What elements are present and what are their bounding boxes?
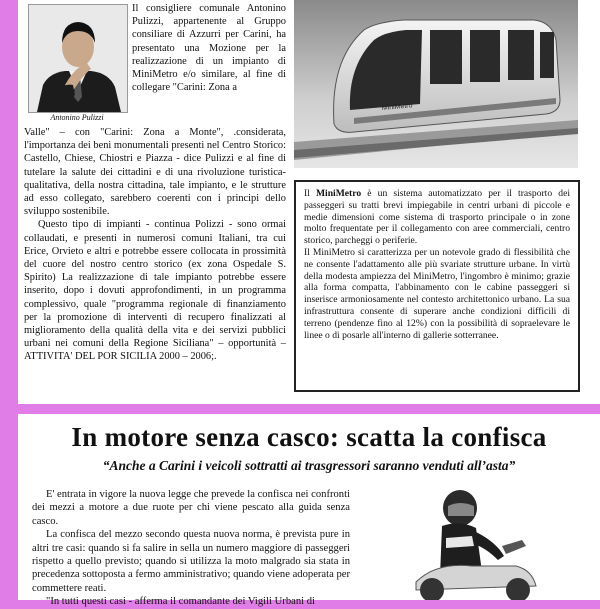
info-paragraph-1 [304,188,570,247]
info-prefix: Il [304,188,316,199]
headline: In motore senza casco: scatta la confisca [71,422,547,452]
info-paragraph-2: Il MiniMetro si caratterizza per un notevole grado di flessibilità che ne consente l'adattamento alle più svariate strutture urbane. In virtù della modesta ampiezza del MiniMetro, l'ingombro è minimo; grazie alla forma compatta, l'abbinamento con le cabine passeggeri si inserisce armoniosamente nel contesto architettonico urbano. La sua infrastruttura consente di superare anche condizioni difficili di terreno (pendenze fino al 12%) con la possibilità di sopraelevare le linee o di posarle all'interno di gallerie sotterranee. [304,246,570,341]
article-intro: Il consigliere comunale Antonino Pulizzi, appartenente al Gruppo consiliare di Azzurri per Carini, ha presentato una Mozione per la realizzazione di un impianto di MiniMetro e/o similare, al fine di collegare "Carini: Zona a [132,3,286,94]
minimetro-photo [294,0,578,168]
pulizzi-article [24,0,286,404]
article-paragraph-2: La confisca del mezzo secondo questa nuova norma, è prevista pure in altri tre casi: quando si fa salire in sella un numero maggiore di passeggeri rispetto a quello previsto; quando si utilizza la moto malgrado sia stata in precedenza sottoposta a fermo amministrativo; quando viene adoperata per commettere reati. [32,529,350,594]
article-body [24,126,286,364]
photo-caption: Antonino Pulizzi [50,113,104,122]
body-paragraph-1: Valle" – con "Carini: Zona a Monte", .considerata, l'importanza dei beni monumentali presenti nel Centro Storico: Castello, Chiese, Chiostri e Piazza - dice Pulizzi e al fine di tutelare la salute dei cittadini e di una rivoluzione turistica-qualitativa, della nostra cittadina, tale impianto, e le strutture ad esso collegato, sarebbero coerenti con i principi dello sviluppo sostenibile. [24,127,286,218]
casco-article [32,488,350,609]
article-paragraph-1: E' entrata in vigore la nuova legge che prevede la confisca nei confronti dei mezzi a motore a due ruote per chi viene pescato alla guida senza casco. [32,489,350,527]
subheadline: “Anche a Carini i veicoli sottratti ai trasgressori saranno venduti all’asta” [102,458,516,473]
info-text: è un sistema automatizzato per il trasporto dei passeggeri su tratti brevi impiegabile in centri urbani di piccole e medie dimensioni come sistema di trasporto principale o in zone molto frequentate per il collegamento con aree commerciali, centro storico, parcheggi o periferie. [304,188,570,247]
portrait-photo [28,4,128,113]
body-paragraph-2: Questo tipo di impianti - continua Polizzi - sono ormai collaudati, e presenti in numerosi comuni Italiani, tra cui Erice, Orvieto e altri e potrebbe essere collocata in prossimità del cuore del nostro centro storico (ex zona Ospedale S. Spirito) La realizzazione di tale impianto potrebbe essere inserito, dopo i dovuti approfondimenti, in un programma complessivo, quale "programma regionale di finanziamento per la promozione di interventi di recupero finalizzati al miglioramento della qualità della vita e dei servizi pubblici urbani nei comuni della Regione Siciliana" – opportunità – ATTIVITA' DEL POR SICILIA 2000 – 2006;. [24,219,286,363]
article-paragraph-3: "In tutti questi casi - afferma il comandante dei Vigili Urbani di [46,596,315,608]
portrait-illustration [29,5,127,112]
minimetro-info-box [294,180,580,392]
train-logo: MiniMetro [381,102,413,112]
minimetro-illustration [294,0,578,168]
scooter-rider-photo [376,486,552,600]
scooter-rider-illustration [376,486,552,600]
info-bold-term: MiniMetro [316,188,362,199]
